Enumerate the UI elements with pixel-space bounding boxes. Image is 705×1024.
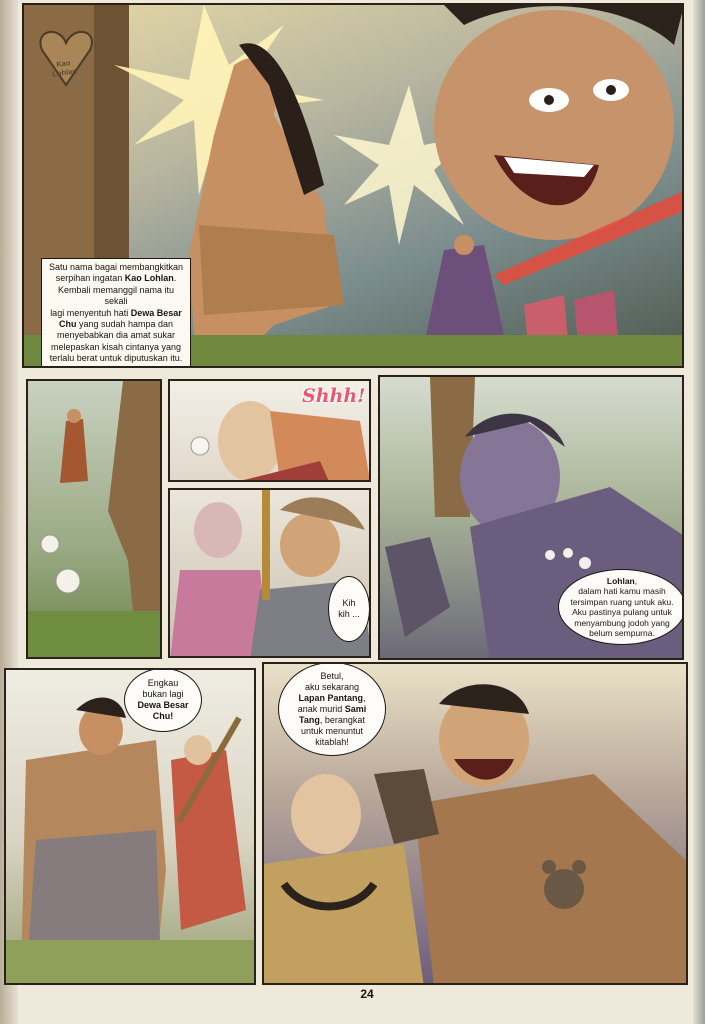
speech-bubble-engkau: Engkau bukan lagi Dewa Besar Chu! [124, 668, 202, 732]
speech-bubble-lohlan: Lohlan, dalam hati kamu masih tersimpan ruang untuk aku. Aku pastinya pulang untuk menyambung jodoh yang belum sempurna. [558, 569, 684, 645]
heart-carving-text: Kao Lohlan [51, 58, 78, 79]
panel-3-shush [168, 379, 371, 482]
doll-figure [374, 769, 439, 844]
speech-bubble-betul: Betul, aku sekarang Lapan Pantang, anak murid Sami Tang, berangkat untuk menuntut kitablah! [278, 662, 386, 756]
bear-doll [544, 869, 584, 909]
panel-4-laughing [168, 488, 371, 658]
page-number: 24 [360, 987, 374, 1001]
page-edge [693, 0, 705, 1024]
girl-face [194, 502, 242, 558]
panel-1-splash [22, 3, 684, 368]
panel-2-forest [26, 379, 162, 659]
running-figure [60, 419, 88, 483]
panel-6-confrontation [4, 668, 256, 985]
giant-face [434, 10, 674, 240]
monk-robe [264, 844, 424, 985]
pig-boss-hand [385, 537, 450, 637]
panel-7-reply [262, 662, 688, 985]
laughing-man-face [280, 513, 340, 577]
narration-caption: Satu nama bagai membangkitkan serpihan ingatan Kao Lohlan. Kembali memanggil nama itu sekali lagi menyentuh hati Dewa Besar Chu yang sudah hampa dan menyebabkan dia amat sukar melepaskan kisah cintanya yang terlalu berat untuk diputuskan itu. [41, 258, 191, 368]
small-warrior [424, 245, 504, 345]
shhh-sound-effect: Shhh! [302, 385, 366, 407]
panel-2-artwork [28, 381, 162, 659]
speech-bubble-kih-kih: Kih kih ... [328, 576, 370, 642]
monk-figure [171, 750, 246, 930]
panel-5-pig-boss [378, 375, 684, 660]
monk-face [291, 774, 361, 854]
